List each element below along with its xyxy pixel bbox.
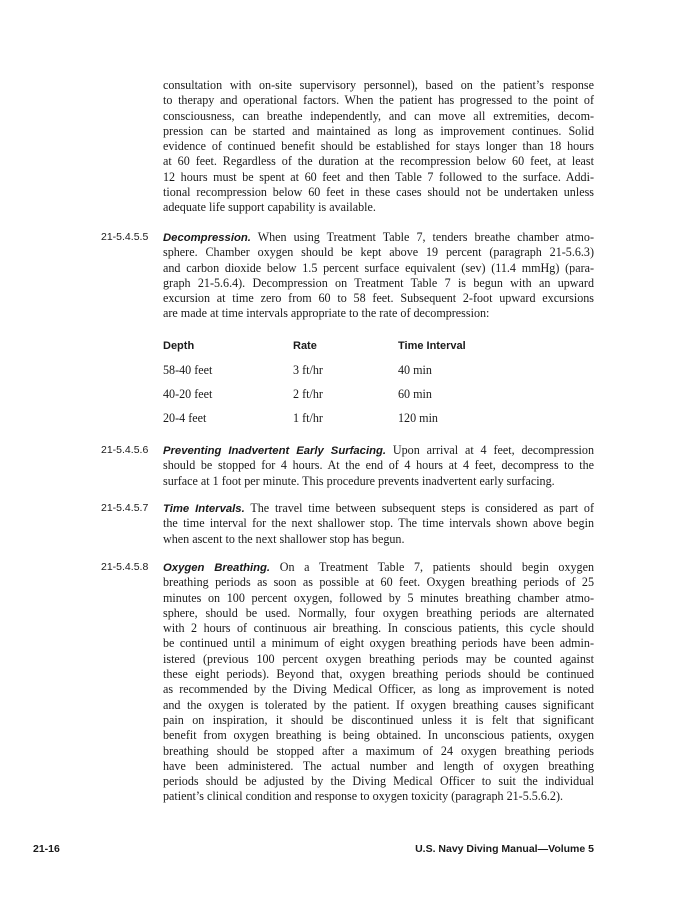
text-line: be continued until a minimum of eight oxygen breathing periods have been admin- [163,636,594,651]
text-line: sphere. Chamber oxygen should be kept above 19 percent (paragraph 21-5.6.3) [163,245,594,260]
text-line: pression can be started and maintained as long as improvement continues. Solid [163,123,594,138]
text-line: breathing should be stopped after a maximum of 24 oxygen breathing periods [163,743,594,758]
text-line: are made at time intervals appropriate to the rate of decompression: [163,306,490,321]
text-line: and the oxygen is tolerated by the patient. If oxygen breathing causes significant [163,697,594,712]
text-line: pain on inspiration, it should be discontinued unless it is felt that significant [163,712,594,727]
text-line: istered (previous 100 percent oxygen breathing periods may be counted against [163,651,594,666]
table-cell: 2 ft/hr [293,387,323,401]
section-heading: Decompression. [163,232,251,244]
text-line: adequate life support capability is available. [163,200,376,215]
table-cell: 20-4 feet [163,411,207,425]
text-line: evidence of continued benefit should be established for stays longer than 18 hours [163,139,594,154]
text-line [163,560,594,575]
text-line: breathing periods as soon as possible at 60 feet. Oxygen breathing periods of 25 [163,575,594,590]
section-body [163,560,594,805]
section-body [163,443,594,489]
table-header: Depth [163,340,195,352]
table-cell: 1 ft/hr [293,411,323,425]
table-header: Time Interval [398,340,466,352]
table-cell: 3 ft/hr [293,363,323,377]
text-line: sphere, should be used. Normally, four oxygen breathing periods are alternated [163,605,594,620]
table-cell: 40 min [398,363,432,377]
section-number: 21-5.4.5.7 [101,502,149,514]
text-line: benefit from oxygen breathing is being obtained. In unconscious patients, oxygen [163,728,594,743]
table-cell: 40-20 feet [163,387,213,401]
section-heading: Oxygen Breathing. [163,562,271,574]
section-number: 21-5.4.5.5 [101,231,149,243]
text-line: periods should be adjusted by the Diving Medical Officer to suit the individual [163,774,594,789]
section-body [163,230,594,322]
text-line-body: On a Treatment Table 7, patients should begin oxygen [270,560,595,574]
text-line-body: When using Treatment Table 7, tenders breathe chamber atmo- [250,230,594,244]
text-line: the time interval for the next shallower stop. The time intervals shown above begin [163,516,594,531]
text-line: surface at 1 foot per minute. This procedure prevents inadvertent early surfacing. [163,473,555,488]
text-line: graph 21-5.6.4). Decompression on Treatment Table 7 is begun with an upward [163,275,594,290]
text-line: and carbon dioxide below 1.5 percent surface equivalent (sev) (11.4 mmHg) (para- [163,260,594,275]
text-line: should be stopped for 4 hours. At the end of 4 hours at 4 feet, decompress to the [163,458,594,473]
text-line: tional recompression below 60 feet in these cases should not be undertaken unless [163,185,594,200]
text-line [163,230,594,245]
text-line: patient’s clinical condition and response to oxygen toxicity (paragraph 21-5.5.6.2). [163,789,563,804]
text-line: minutes on 100 percent oxygen, followed by 5 minutes breathing chamber atmo- [163,590,594,605]
table-cell: 120 min [398,411,438,425]
intro-paragraph [163,78,594,216]
text-line: consciousness, can breathe independently, and can move all extremities, decom- [163,108,594,123]
text-line-body: The travel time between subsequent steps is considered as part of [244,501,594,515]
page-number: 21-16 [33,843,60,855]
table-header: Rate [293,340,317,352]
footer-title: U.S. Navy Diving Manual—Volume 5 [415,843,594,855]
text-line [163,443,594,458]
text-line-body: Upon arrival at 4 feet, decompression [386,443,594,457]
text-line: to therapy and operational factors. When the patient has progressed to the point of [163,93,594,108]
text-line: when ascent to the next shallower stop has begun. [163,531,405,546]
text-line: these eight periods). Beyond that, oxygen breathing periods should be continued [163,667,594,682]
section-heading: Preventing Inadvertent Early Surfacing. [163,445,387,457]
section-heading: Time Intervals. [163,503,245,515]
text-line [163,501,594,516]
section-number: 21-5.4.5.8 [101,561,149,573]
text-line: excursion at time zero from 60 to 58 feet. Subsequent 2-foot upward excursions [163,291,594,306]
table-cell: 60 min [398,387,432,401]
section-body [163,501,594,547]
text-line: consultation with on-site supervisory personnel), based on the patient’s response [163,78,594,92]
text-line: at 60 feet. Regardless of the duration at the recompression below 60 feet, at least [163,154,594,169]
text-line: with 2 hours of continuous air breathing. In conscious patients, this cycle should [163,621,594,636]
table-cell: 58-40 feet [163,363,213,377]
text-line: have been administered. The actual number and length of oxygen breathing [163,758,594,773]
text-line: 12 hours must be spent at 60 feet and then Table 7 followed to the surface. Addi- [163,169,594,184]
section-number: 21-5.4.5.6 [101,444,149,456]
text-line: as recommended by the Diving Medical Officer, as long as improvement is noted [163,682,594,697]
